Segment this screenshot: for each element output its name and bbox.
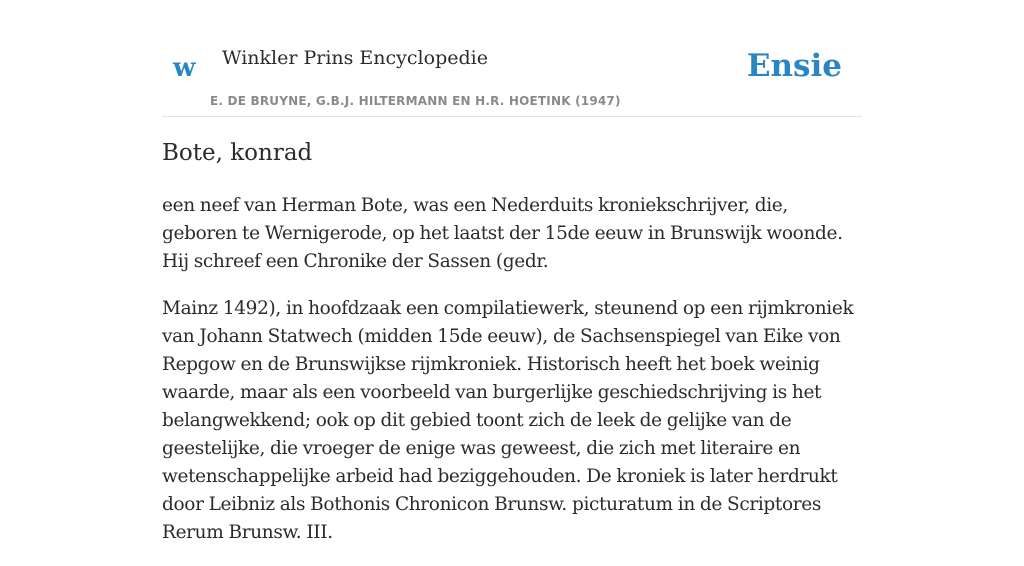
article-title: Bote, konrad: [162, 140, 313, 166]
article-paragraph: Mainz 1492), in hoofdzaak een compilatiewerk, steunend op een rijmkroniek van Johann Statwech (midden 15de eeuw), de Sachsenspiegel van Eike von Repgow en de Brunswijkse rijmkroniek. Historisch heeft het boek weinig waarde, maar als een voorbeeld van burgerlijke geschiedschrijving is het belangwekkend; ook op dit gebied toont zich de leek de gelijke van de geestelijke, die vroeger de enige was geweest, die zich met literaire en wetenschappelijke arbeid had beziggehouden. De kroniek is later herdrukt door Leibniz als Bothonis Chronicon Brunsw. picturatum in de Scriptores Rerum Brunsw. III.: [162, 298, 854, 543]
source-authors: E. DE BRUYNE, G.B.J. HILTERMANN EN H.R. HOETINK (1947): [210, 94, 621, 108]
winkler-prins-logo-icon[interactable]: w: [173, 53, 196, 83]
article-paragraph: een neef van Herman Bote, was een Nederduits kroniekschrijver, die, geboren te Wernigerode, op het laatst der 15de eeuw in Brunswijk woonde. Hij schreef een Chronike der Sassen (gedr.: [162, 195, 843, 272]
ensie-logo-link[interactable]: Ensie: [746, 48, 842, 84]
source-header: [162, 0, 862, 117]
source-title-link[interactable]: Winkler Prins Encyclopedie: [222, 47, 488, 69]
article-body: [162, 192, 864, 566]
